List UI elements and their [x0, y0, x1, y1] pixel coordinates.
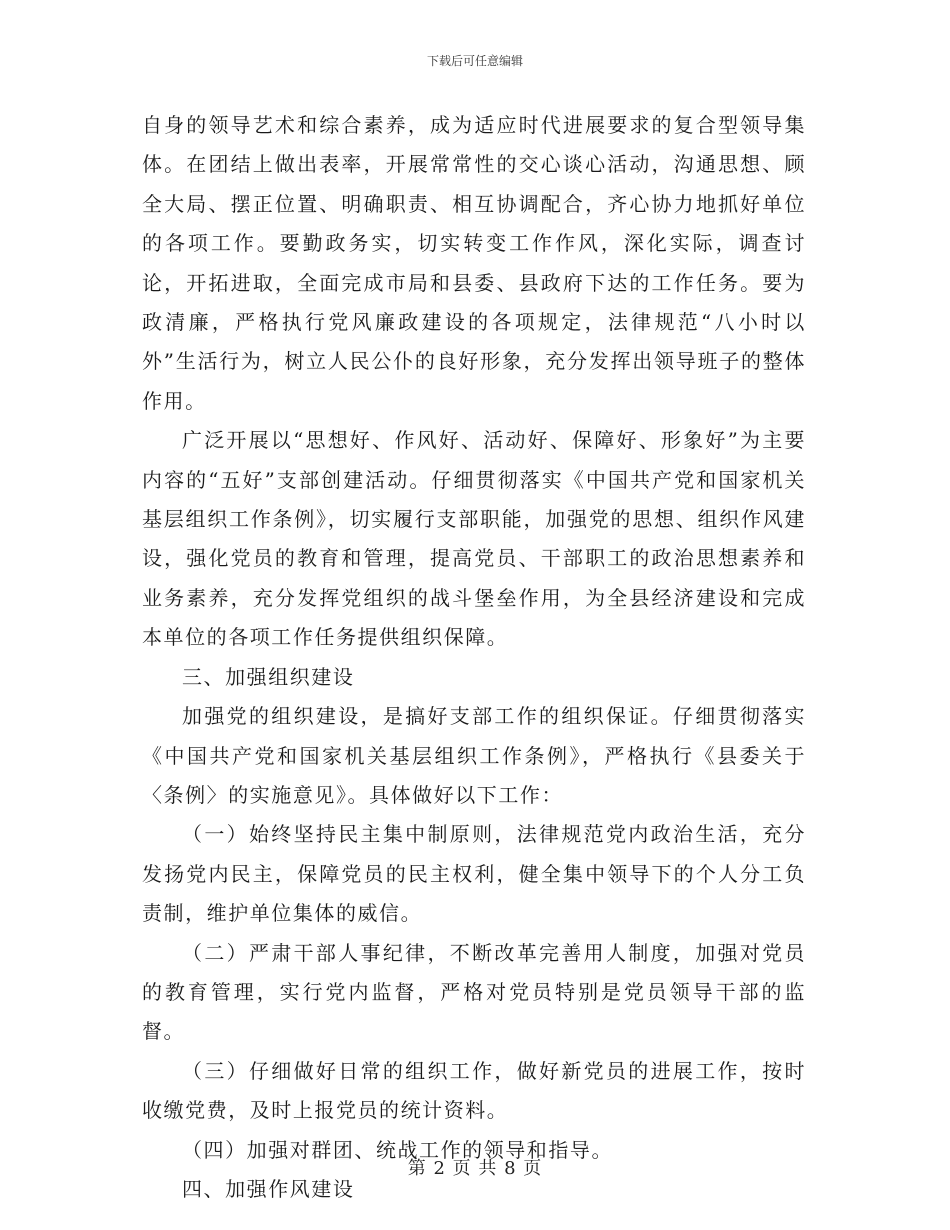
- footer-label-before: 第: [407, 1158, 427, 1179]
- list-item-3: （三）仔细做好日常的组织工作，做好新党员的进展工作，按时收缴党费，及时上报党员的统计资料。: [142, 1058, 806, 1123]
- document-body: [142, 106, 806, 1209]
- list-item-2: （二）严肃干部人事纪律，不断改革完善用人制度，加强对党员的教育管理，实行党内监督，严格对党员特别是党员领导干部的监督。: [142, 940, 806, 1044]
- page-footer: [0, 1154, 950, 1180]
- list-item-4: （四）加强对群团、统战工作的领导和指导。: [182, 1137, 613, 1162]
- total-page-count: 8: [504, 1158, 517, 1179]
- footer-label-after: 页: [523, 1158, 543, 1179]
- footer-label-mid: 页 共: [452, 1158, 498, 1179]
- current-page-number: 2: [433, 1158, 446, 1179]
- section-heading-style: 四、加强作风建设: [182, 1176, 355, 1201]
- page-header: 下载后可任意编辑: [426, 54, 523, 68]
- list-item-1: （一）始终坚持民主集中制原则，法律规范党内政治生活，充分发扬党内民主，保障党员的民主权利，健全集中领导下的个人分工负责制，维护单位集体的威信。: [142, 822, 806, 926]
- paragraph-five-good: 广泛开展以“思想好、作风好、活动好、保障好、形象好”为主要内容的“五好”支部创建活动。仔细贯彻落实《中国共产党和国家机关基层组织工作条例》，切实履行支部职能，加强党的思想、组织作风建设，强化党员的教育和管理，提高党员、干部职工的政治思想素养和业务素养，充分发挥党组织的战斗堡垒作用，为全县经济建设和完成本单位的各项工作任务提供组织保障。: [142, 428, 806, 650]
- paragraph-continuation: 自身的领导艺术和综合素养，成为适应时代进展要求的复合型领导集体。在团结上做出表率，开展常常性的交心谈心活动，沟通思想、顾全大局、摆正位置、明确职责、相互协调配合，齐心协力地抓好单位的各项工作。要勤政务实，切实转变工作作风，深化实际，调查讨论，开拓进取，全面完成市局和县委、县政府下达的工作任务。要为政清廉，严格执行党风廉政建设的各项规定，法律规范“八小时以外”生活行为，树立人民公仆的良好形象，充分发挥出领导班子的整体作用。: [142, 113, 806, 413]
- section-heading-organization: 三、加强组织建设: [182, 664, 355, 689]
- paragraph-organization-intro: 加强党的组织建设，是搞好支部工作的组织保证。仔细贯彻落实《中国共产党和国家机关基层组织工作条例》，严格执行《县委关于〈条例〉的实施意见》。具体做好以下工作：: [142, 704, 806, 807]
